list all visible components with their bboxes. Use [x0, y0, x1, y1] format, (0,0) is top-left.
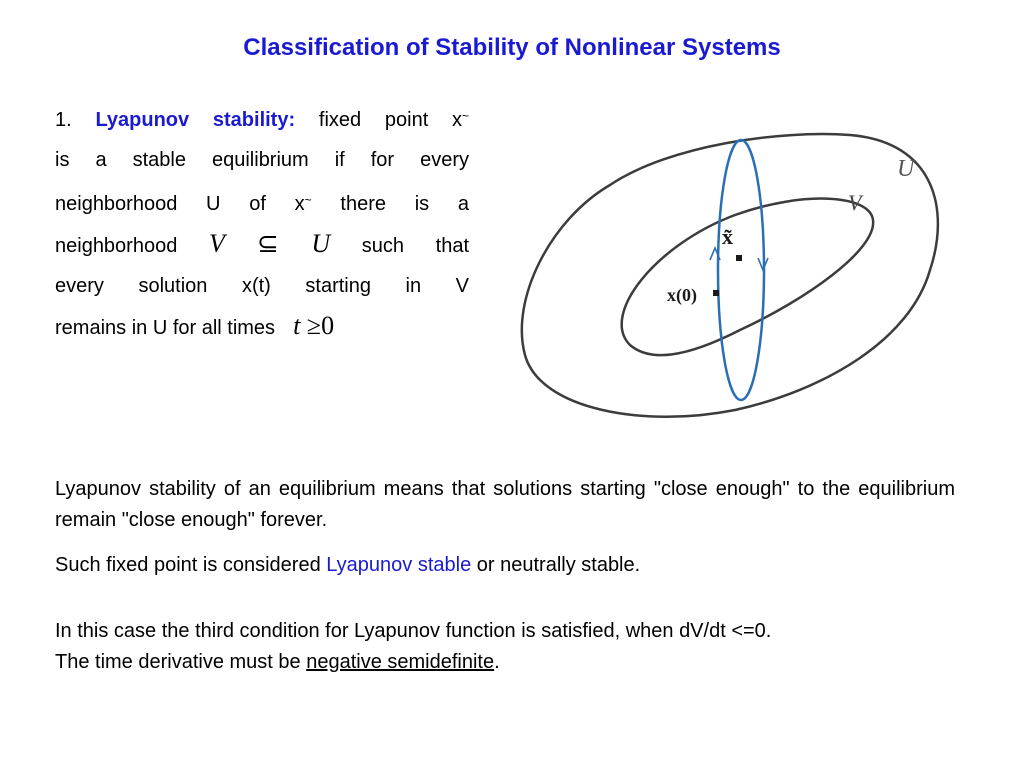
- p3-line-2: [55, 647, 995, 678]
- p3-text-b: The time derivative must be: [55, 651, 301, 673]
- formula-geq-symbol: ≥: [306, 311, 322, 340]
- p3-period: .: [494, 651, 500, 673]
- definition-term: Lyapunov stability:: [95, 109, 296, 131]
- definition-line-5: every solution x(t) starting in V: [55, 275, 469, 297]
- time-formula: [293, 311, 334, 340]
- formula-t: t: [293, 311, 301, 340]
- formula-zero: 0: [321, 311, 335, 340]
- definition-line-2: is a stable equilibrium if for every: [55, 149, 469, 171]
- paragraph-lyapunov-stable: [55, 550, 955, 581]
- region-v-label: V: [848, 190, 862, 215]
- definition-block: [55, 96, 469, 348]
- paragraph-third-condition: [55, 616, 995, 678]
- p2-text-a: Such fixed point is considered: [55, 554, 321, 576]
- definition-line3-text-a: neighborhood U of x: [55, 193, 305, 215]
- definition-line-1: [55, 96, 469, 140]
- p2-text-b: or neutrally stable.: [476, 554, 641, 576]
- tilde-mark: ~: [304, 193, 312, 207]
- fixed-point-marker: [736, 255, 742, 261]
- initial-point-marker: [713, 290, 719, 296]
- tilde-mark: ~: [462, 109, 470, 123]
- initial-point-label: x(0): [667, 285, 697, 305]
- formula-subset-symbol: ⊆: [256, 229, 279, 258]
- stability-diagram: [505, 100, 955, 425]
- definition-line-6: [55, 306, 469, 348]
- definition-line6-text: remains in U for all times: [55, 317, 276, 339]
- definition-line-4: [55, 224, 469, 266]
- fixed-point-label: x̃: [722, 224, 733, 249]
- paragraph-stability-meaning: Lyapunov stability of an equilibrium means that solutions starting "close enough" to the equilibrium remain "close enough" forever.: [55, 478, 955, 531]
- inner-region-v: [622, 199, 873, 356]
- trajectory-orbit: [718, 140, 764, 400]
- definition-line1-text: fixed point x: [318, 109, 462, 131]
- definition-line4-text-b: such that: [361, 235, 470, 257]
- subset-formula: [209, 229, 330, 258]
- definition-number: 1.: [55, 109, 72, 131]
- region-u-label: U: [897, 156, 915, 182]
- definition-line4-text-a: neighborhood: [55, 235, 178, 257]
- negative-semidefinite-term: negative semidefinite: [306, 651, 495, 673]
- formula-v: V: [208, 229, 225, 258]
- definition-line-3: [55, 180, 469, 224]
- outer-region-u: [522, 134, 938, 417]
- lyapunov-stable-term: Lyapunov stable: [326, 554, 472, 576]
- formula-u: U: [311, 229, 331, 258]
- definition-line3-text-b: there is a: [340, 193, 469, 215]
- p3-line-1: In this case the third condition for Lyapunov function is satisfied, when dV/dt <=0.: [55, 620, 772, 642]
- page-title: Classification of Stability of Nonlinear Systems: [243, 34, 781, 61]
